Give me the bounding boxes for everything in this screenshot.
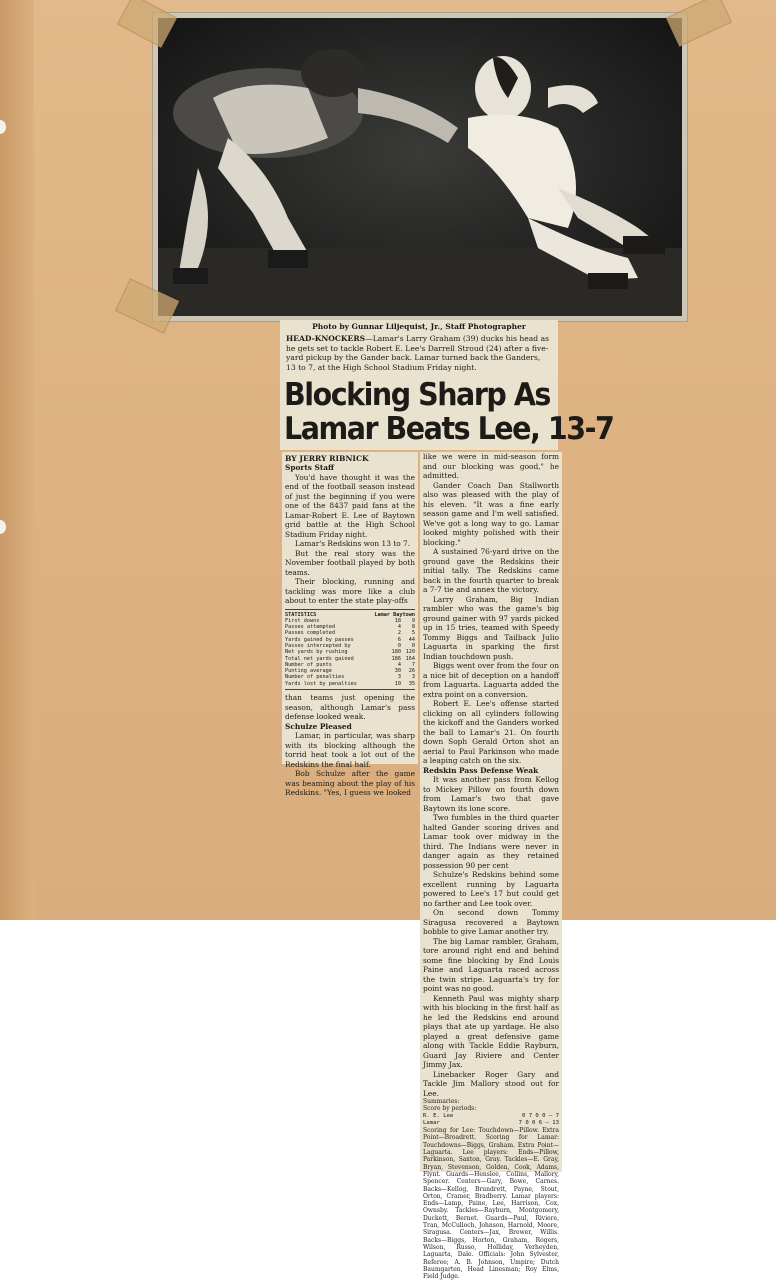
paragraph: Bob Schulze after the game was beaming about the play of his Redskins. "Yes, I guess we looked xyxy=(285,769,415,798)
caption-text: —Lamar's Larry Graham (39) ducks his head as he gets set to tackle Robert E. Lee's Darrell Stroud (24) after a five-yard pickup by the Gander back. Lamar turned back the Ganders, 13 to 7, at the High School Stadium Friday night. xyxy=(286,334,549,372)
football-photo-image xyxy=(158,18,682,316)
statistic-lamar-value: 30 xyxy=(394,668,401,675)
team2-header: Baytown xyxy=(393,611,415,618)
statistic-baytown-value: 7 xyxy=(411,661,415,668)
page-binding-edge xyxy=(0,0,34,920)
statistic-baytown-value: 44 xyxy=(408,636,415,643)
photo-caption-clipping xyxy=(280,320,558,378)
photo-credit: Photo by Gunnar Liljequist, Jr., Staff Photographer xyxy=(312,322,526,331)
score-values: 7 0 0 6 — 13 xyxy=(518,1119,559,1126)
statistic-label: Passes intercepted by xyxy=(285,642,351,649)
statistic-baytown-value: 9 xyxy=(411,617,415,624)
headline-clipping xyxy=(280,377,614,450)
article-column-1 xyxy=(282,452,418,798)
summary-heading: Summaries: xyxy=(423,1098,460,1105)
paragraph: You'd have thought it was the end of the football season instead of just the beginning if you were one of the 8437 paid fans at the Lamar-Robert E. Lee of Baytown grid battle at the High School Stadium Friday night. xyxy=(285,472,415,539)
paragraph: The big Lamar rambler, Graham, tore around right end and behind some fine blocking by End Louis Paine and Laguarta raced across the twin stripe. Laguarta's try for point was no good. xyxy=(423,936,559,993)
paragraph: Kenneth Paul was mighty sharp with his blocking in the first half as he led the Redskins end around plays that ate up yardage. He also played a great defensive game along with Tackle Eddie Rayburn, Guard Jay Riviere and Center Jimmy Jax. xyxy=(423,993,559,1069)
statistic-label: Number of punts xyxy=(285,661,332,668)
paragraph: A sustained 76-yard drive on the ground gave the Redskins their initial tally. The Redskins came back in the fourth quarter to break a 7-7 tie and annex the victory. xyxy=(423,547,559,594)
paragraph: On second down Tommy Siragusa recovered a Baytown bobble to give Lamar another try. xyxy=(423,908,559,936)
article-column-2 xyxy=(420,452,562,1280)
subhead-schulze-pleased: Schulze Pleased xyxy=(285,721,352,731)
paragraph: Their blocking, running and tackling was more like a club about to enter the state play-offs xyxy=(285,577,415,605)
statistic-baytown-value: 35 xyxy=(408,680,415,687)
statistic-baytown-value: 164 xyxy=(405,655,415,662)
statistic-label: Punting average xyxy=(285,668,332,675)
paragraph: But the real story was the November football played by both teams. xyxy=(285,548,415,577)
paragraph: Lamar, in particular, was sharp with its blocking although the torrid heat took a lot out of the Redskins the final half. xyxy=(285,731,415,769)
paragraph: Biggs went over from the four on a nice bit of deception on a handoff from Laguarta. Laguarta added the extra point on a conversion. xyxy=(423,661,559,699)
statistics-row xyxy=(285,681,415,687)
score-team: R. E. Lee xyxy=(423,1112,454,1119)
paragraph: Larry Graham, Big Indian rambler who was the game's big ground gainer with 97 yards picked up in 15 tries, teamed with Speedy Tommy Biggs and Tailback Julio Laguarta in sparking the first Indian touchdown push. xyxy=(423,594,559,661)
score-by-periods-label: Score by periods: xyxy=(423,1105,477,1113)
team1-header: Lamar xyxy=(374,611,390,618)
statistics-table xyxy=(285,609,415,691)
statistic-lamar-value: 180 xyxy=(391,649,401,656)
byline-staff: Sports Staff xyxy=(285,463,335,472)
statistics-title: STATISTICS xyxy=(285,611,317,618)
statistic-baytown-value: 120 xyxy=(405,649,415,656)
statistic-baytown-value: 3 xyxy=(411,674,415,681)
paragraph: like we were in mid-season form and our blocking was good," he admitted. xyxy=(423,452,559,480)
statistic-baytown-value: 5 xyxy=(411,630,415,637)
photo-caption xyxy=(286,334,552,372)
statistic-label: Yards lost by penalties xyxy=(285,680,357,687)
statistic-label: Passes completed xyxy=(285,630,335,637)
paragraph: Linebacker Roger Gary and Tackle Jim Mallory stood out for Lee. xyxy=(423,1069,559,1098)
statistic-lamar-value: 3 xyxy=(397,674,401,681)
statistic-lamar-value: 186 xyxy=(391,655,401,662)
headline-line-1: Blocking Sharp As xyxy=(284,377,550,413)
statistic-lamar-value: 4 xyxy=(397,661,401,668)
statistic-lamar-value: 0 xyxy=(397,642,401,649)
game-summary xyxy=(423,1098,559,1280)
statistic-baytown-value: 26 xyxy=(408,668,415,675)
football-photo xyxy=(152,12,688,322)
statistic-label: Yards gained by passes xyxy=(285,636,354,643)
score-team: Lamar xyxy=(423,1119,440,1126)
paragraph: Gander Coach Dan Stallworth also was pleased with the play of his eleven. "It was a fine early season game and I'm well satisfied. We've got a long way to go. Lamar looked mighty polished with their blocking." xyxy=(423,480,559,547)
statistic-lamar-value: 10 xyxy=(394,680,401,687)
paragraph: Two fumbles in the third quarter halted Gander scoring drives and Lamar took over midway in the third. The Indians were never in danger again as they retained possession 90 per cent xyxy=(423,813,559,870)
statistic-label: First downs xyxy=(285,617,320,624)
statistic-label: Passes attempted xyxy=(285,624,335,631)
headline-line-2: Lamar Beats Lee, 13-7 xyxy=(284,411,614,447)
paragraph: It was another pass from Kellog to Mickey Pillow on fourth down from Lamar's two that gave Baytown its lone score. xyxy=(423,775,559,813)
subhead-pass-defense: Redskin Pass Defense Weak xyxy=(423,765,539,775)
caption-lead: HEAD-KNOCKERS xyxy=(286,334,366,343)
statistic-baytown-value: 0 xyxy=(411,642,415,649)
paragraph: Robert E. Lee's offense started clicking on all cylinders following the kickoff and the Ganders worked the ball to Lamar's 21. On fourth down Soph Gerald Orton shot an aerial to Paul Parkinson who made a leaping catch on the six. xyxy=(423,699,559,765)
score-row-lee xyxy=(423,1113,559,1120)
statistic-lamar-value: 6 xyxy=(397,636,401,643)
statistic-lamar-value: 2 xyxy=(397,630,401,637)
statistic-lamar-value: 4 xyxy=(397,624,401,631)
score-values: 0 7 0 0 — 7 xyxy=(521,1112,559,1119)
statistic-lamar-value: 18 xyxy=(394,617,401,624)
statistic-label: Total net yards gained xyxy=(285,655,354,662)
paragraph: Schulze's Redskins behind some excellent running by Laguarta powered to Lee's 17 but could get no farther and Lee took over. xyxy=(423,870,559,908)
statistic-label: Net yards by rushing xyxy=(285,649,348,656)
statistic-label: Number of penalties xyxy=(285,674,345,681)
statistic-baytown-value: 8 xyxy=(411,624,415,631)
paragraph: than teams just opening the season, although Lamar's pass defense looked weak. xyxy=(285,693,415,722)
byline: BY JERRY RIBNICK xyxy=(285,454,369,463)
paragraph: Lamar's Redskins won 13 to 7. xyxy=(295,539,411,548)
summary-text: Scoring for Lee: Touchdown—Pillow. Extra Point—Broadrett. Scoring for Lamar: Touchdowns—Biggs, Graham. Extra Point—Laguarta. Lee players: Ends—Pillow, Parkinson, Saxton, Gray. Tackles—E. Gray, Bryan, Stevenson, Golden, Cook, Adams, Flynt. Guards—Henslee, Collins, Mallory, Spencer. Centers—Gary, Bowe, Carnes. Backs—Kellog, Brundrett, Payne, Stout, Orton, Cramer, Bradberry. Lamar players: Ends—Lamp, Paine, Lee, Harrison, Cox, Ownsby. Tackles—Rayburn, Montgomery, Duckett, Bernet. Guards—Paul, Riviere, Tran, McCulloch, Johnson, Harnold, Moore, Siragusa. Centers—Jax, Brewer, Willis. Backs—Biggs, Horton, Graham, Rogers, Wilson, Russo, Holliday, Verheyden, Laguarta, Dale. Officials: John Sylvester, Referee; A. B. Johnson, Umpire; Dutch Baumgarten, Head Linesman; Roy Elms, Field Judge. xyxy=(423,1127,559,1280)
score-row-lamar xyxy=(423,1120,559,1127)
